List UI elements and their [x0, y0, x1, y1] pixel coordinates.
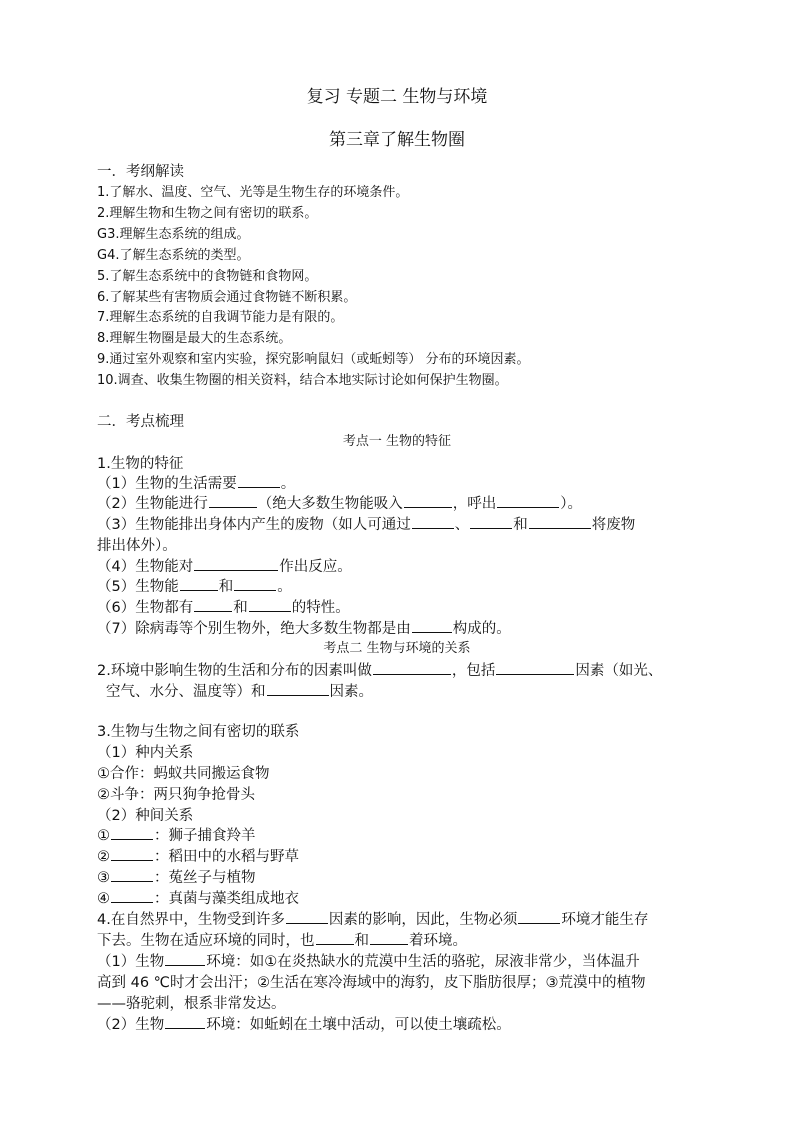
p1-line-1: （1）生物的生活需要 。: [97, 476, 296, 492]
p2-line-1: 2.环境中影响生物的生活和分布的因素叫做 ，包括 因素（如光、: [97, 663, 663, 679]
fill-blank: [111, 889, 153, 903]
fill-blank: [412, 619, 452, 633]
fill-blank: [496, 661, 574, 675]
syllabus-item-5: 5.了解生态系统中的食物链和食物网。: [97, 269, 318, 284]
p4-line-5: ——骆驼刺，根系非常发达。: [97, 996, 286, 1012]
p1-line-6: （6）生物都有 和 的特性。: [97, 600, 350, 616]
syllabus-item-3: G3.理解生态系统的组成。: [97, 227, 250, 242]
syllabus-item-2: 2.理解生物和生物之间有密切的联系。: [97, 206, 318, 221]
fill-blank: [412, 515, 454, 529]
fill-blank: [209, 494, 257, 508]
syllabus-item-4: G4.了解生态系统的类型。: [97, 248, 250, 263]
p3-relation-3: ③ ：菟丝子与植物: [97, 870, 256, 886]
p3-intra: （1）种内关系: [97, 745, 194, 761]
syllabus-item-9: 9.通过室外观察和室内实验，探究影响鼠妇（或蚯蚓等） 分布的环境因素。: [97, 352, 530, 367]
fill-blank: [111, 868, 153, 882]
p4-line-1: 4.在自然界中，生物受到许多 因素的影响，因此，生物必须 环境才能生存: [97, 912, 649, 928]
p2-line-2: 空气、水分、温度等）和 因素。: [106, 684, 373, 700]
syllabus-item-6: 6.了解某些有害物质会通过食物链不断积累。: [97, 290, 357, 305]
point-1-title: 考点一 生物的特征: [342, 434, 452, 449]
chapter-title: 第三章了解生物圈: [329, 130, 465, 150]
p4-line-6: （2）生物 环境：如蚯蚓在土壤中活动，可以使土壤疏松。: [97, 1017, 511, 1033]
p4-line-4: 高到 46 ℃时才会出汗；②生活在寒冷海域中的海豹，皮下脂肪很厚；③荒漠中的植物: [97, 975, 646, 991]
p3-heading: 3.生物与生物之间有密切的联系: [97, 724, 300, 740]
fill-blank: [497, 494, 559, 508]
fill-blank: [194, 557, 278, 571]
p4-line-2: 下去。生物在适应环境的同时，也 和 着环境。: [97, 933, 467, 949]
fill-blank: [529, 515, 591, 529]
p3-relation-4: ④ ：真菌与藻类组成地衣: [97, 891, 299, 907]
section-heading-review: 二．考点梳理: [97, 414, 184, 430]
p1-line-4: （4）生物能对 作出反应。: [97, 559, 352, 575]
fill-blank: [111, 847, 153, 861]
p3-fight: ②斗争：两只狗争抢骨头: [97, 787, 255, 803]
fill-blank: [267, 682, 329, 696]
fill-blank: [111, 826, 153, 840]
fill-blank: [234, 577, 276, 591]
fill-blank: [165, 952, 205, 966]
fill-blank: [404, 494, 452, 508]
fill-blank: [370, 931, 408, 945]
fill-blank: [194, 598, 232, 612]
p1-line-5: （5）生物能 和 。: [97, 579, 292, 595]
syllabus-item-10: 10.调查、收集生物圈的相关资料，结合本地实际讨论如何保护生物圈。: [97, 373, 508, 388]
p3-relation-2: ② ：稻田中的水稻与野草: [97, 849, 299, 865]
p3-relation-1: ① ：狮子捕食羚羊: [97, 828, 256, 844]
fill-blank: [316, 931, 354, 945]
p3-inter: （2）种间关系: [97, 808, 194, 824]
p1-heading: 1.生物的特征: [97, 456, 184, 472]
p1-line-3: （3）生物能排出身体内产生的废物（如人可通过 、 和 将废物: [97, 517, 636, 533]
fill-blank: [180, 577, 218, 591]
p4-line-3: （1）生物 环境：如①在炎热缺水的荒漠中生活的骆驼，尿液非常少，当体温升: [97, 954, 640, 970]
point-2-title: 考点二 生物与环境的关系: [323, 641, 471, 656]
page-title: 复习 专题二 生物与环境: [306, 87, 488, 107]
syllabus-item-1: 1.了解水、温度、空气、光等是生物生存的环境条件。: [97, 185, 409, 200]
fill-blank: [286, 910, 328, 924]
fill-blank: [249, 598, 291, 612]
fill-blank: [238, 474, 280, 488]
syllabus-item-8: 8.理解生物圈是最大的生态系统。: [97, 331, 292, 346]
fill-blank: [373, 661, 451, 675]
fill-blank: [470, 515, 512, 529]
p1-line-2: （2）生物能进行 （绝大多数生物能吸入 ，呼出 ）。: [97, 496, 582, 512]
p1-line-3b: 排出体外）。: [97, 538, 177, 554]
fill-blank: [165, 1015, 205, 1029]
p3-coop: ①合作：蚂蚁共同搬运食物: [97, 766, 270, 782]
p1-line-7: （7）除病毒等个别生物外，绝大多数生物都是由 构成的。: [97, 621, 511, 637]
fill-blank: [518, 910, 560, 924]
syllabus-item-7: 7.理解生态系统的自我调节能力是有限的。: [97, 310, 344, 325]
section-heading-syllabus: 一．考纲解读: [97, 164, 184, 180]
